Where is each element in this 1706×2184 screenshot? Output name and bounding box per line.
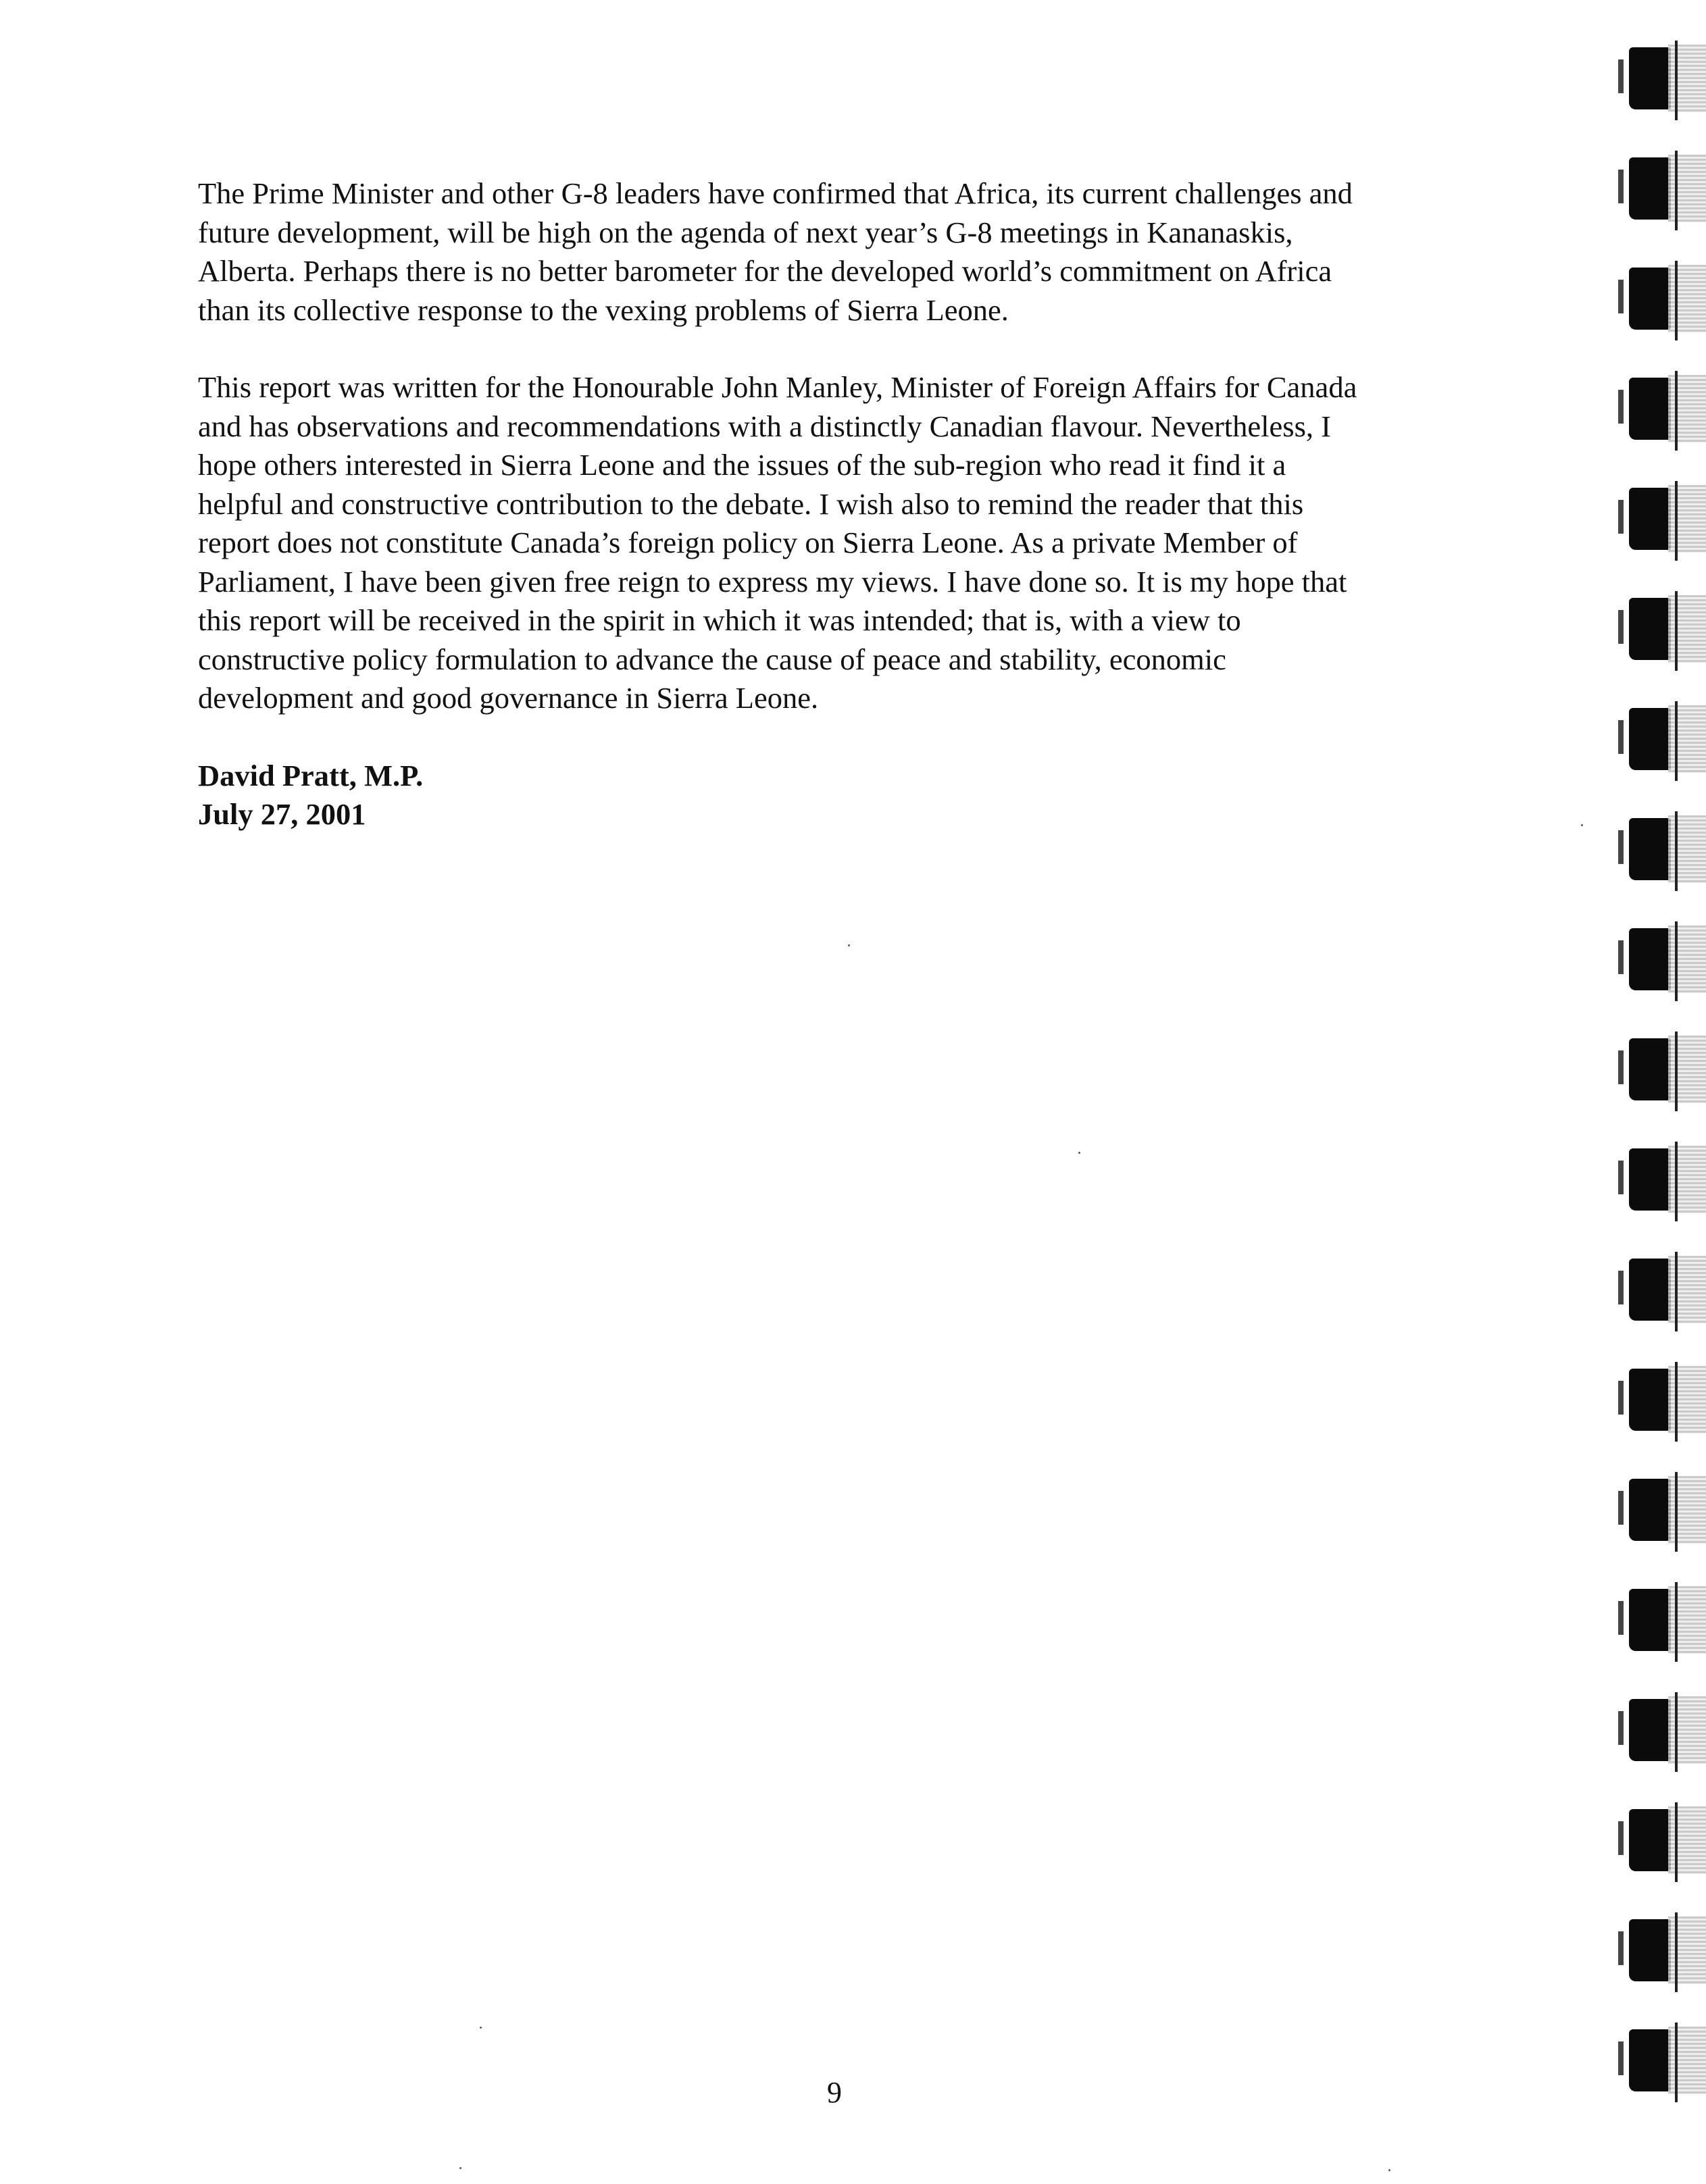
binding-coil-ring-edge bbox=[1668, 815, 1706, 883]
binding-coil bbox=[1611, 1802, 1706, 1883]
binding-coil-ring-edge bbox=[1668, 1806, 1706, 1874]
binding-coil-ring-line bbox=[1675, 41, 1678, 120]
scan-speck bbox=[1078, 1152, 1080, 1154]
signature-block bbox=[198, 757, 1536, 834]
binding-coil bbox=[1611, 481, 1706, 562]
binding-coil bbox=[1611, 371, 1706, 452]
binding-coil-ring-line bbox=[1675, 371, 1678, 451]
text-line: development and good governance in Sierra Leone. bbox=[198, 681, 819, 715]
text-line: report does not constitute Canada’s foreign policy on Sierra Leone. As a private Member of bbox=[198, 526, 1298, 559]
binding-coil-ring-edge bbox=[1668, 1476, 1706, 1544]
binding-coil-hole bbox=[1618, 500, 1624, 534]
binding-coil-ring bbox=[1629, 1479, 1671, 1541]
binding-coil-ring bbox=[1629, 1919, 1671, 1981]
text-line: and has observations and recommendations with a distinctly Canadian flavour. Nevertheless, I bbox=[198, 409, 1331, 443]
binding-coil-ring-line bbox=[1675, 701, 1678, 781]
binding-coil-hole bbox=[1618, 1271, 1624, 1304]
binding-coil-ring-line bbox=[1675, 1582, 1678, 1662]
binding-coil-ring-edge bbox=[1668, 1366, 1706, 1433]
binding-coil-hole bbox=[1618, 1381, 1624, 1415]
binding-coil-ring-edge bbox=[1668, 265, 1706, 332]
text-line: The Prime Minister and other G-8 leaders have confirmed that Africa, its current challenges and bbox=[198, 176, 1353, 210]
binding-coil-hole bbox=[1618, 830, 1624, 864]
scan-speck bbox=[1388, 2169, 1390, 2171]
binding-coil-ring-edge bbox=[1668, 925, 1706, 993]
binding-coil-ring bbox=[1629, 378, 1671, 440]
author-name: David Pratt, M.P. bbox=[198, 758, 424, 792]
binding-coil bbox=[1611, 1032, 1706, 1113]
binding-coil-hole bbox=[1618, 1601, 1624, 1635]
binding-coil-ring-line bbox=[1675, 2023, 1678, 2102]
binding-coil-ring-line bbox=[1675, 1142, 1678, 1221]
binding-coil-ring bbox=[1629, 1369, 1671, 1431]
binding-coil-ring bbox=[1629, 1038, 1671, 1100]
binding-coil bbox=[1611, 1362, 1706, 1443]
binding-coil-ring bbox=[1629, 47, 1671, 109]
binding-coil-ring-edge bbox=[1668, 705, 1706, 773]
binding-coil-ring-edge bbox=[1668, 1256, 1706, 1323]
binding-coil bbox=[1611, 591, 1706, 672]
binding-coil-hole bbox=[1618, 59, 1624, 93]
binding-coil-ring bbox=[1629, 1148, 1671, 1211]
binding-coil-ring bbox=[1629, 2029, 1671, 2091]
binding-coil-hole bbox=[1618, 720, 1624, 754]
binding-coil-ring-line bbox=[1675, 591, 1678, 671]
binding-coil-ring-line bbox=[1675, 1362, 1678, 1442]
scan-speck bbox=[1581, 824, 1583, 826]
binding-coil-ring-line bbox=[1675, 921, 1678, 1001]
text-line: hope others interested in Sierra Leone and the issues of the sub-region who read it find it a bbox=[198, 448, 1286, 482]
binding-coil-ring-line bbox=[1675, 261, 1678, 340]
text-line: Parliament, I have been given free reign to express my views. I have done so. It is my hope that bbox=[198, 564, 1347, 599]
paragraph-1 bbox=[198, 174, 1536, 330]
binding-coil-hole bbox=[1618, 1711, 1624, 1745]
text-line: than its collective response to the vexing problems of Sierra Leone. bbox=[198, 293, 1009, 327]
binding-coil bbox=[1611, 151, 1706, 232]
binding-coil bbox=[1611, 1912, 1706, 1993]
binding-coil-ring-line bbox=[1675, 1802, 1678, 1882]
binding-coil bbox=[1611, 811, 1706, 892]
binding-coil bbox=[1611, 2023, 1706, 2104]
binding-coil-ring-edge bbox=[1668, 595, 1706, 663]
binding-coil-ring bbox=[1629, 708, 1671, 770]
binding-coil-ring-line bbox=[1675, 811, 1678, 891]
page-number: 9 bbox=[827, 2076, 842, 2109]
spiral-binding bbox=[1611, 0, 1706, 2184]
signature-date: July 27, 2001 bbox=[198, 796, 366, 831]
binding-coil-ring-edge bbox=[1668, 1586, 1706, 1654]
binding-coil-ring bbox=[1629, 1259, 1671, 1321]
binding-coil-hole bbox=[1618, 1931, 1624, 1965]
binding-coil-ring bbox=[1629, 818, 1671, 880]
binding-coil-ring-line bbox=[1675, 1692, 1678, 1772]
text-line: constructive policy formulation to advance the cause of peace and stability, economic bbox=[198, 642, 1226, 676]
binding-coil-hole bbox=[1618, 1050, 1624, 1084]
binding-coil bbox=[1611, 1142, 1706, 1223]
binding-coil-ring-line bbox=[1675, 151, 1678, 230]
binding-coil-ring bbox=[1629, 598, 1671, 660]
binding-coil-hole bbox=[1618, 390, 1624, 424]
binding-coil-ring bbox=[1629, 928, 1671, 990]
binding-coil-ring-line bbox=[1675, 1032, 1678, 1111]
binding-coil-hole bbox=[1618, 2041, 1624, 2075]
binding-coil-ring-edge bbox=[1668, 1696, 1706, 1764]
binding-coil-hole bbox=[1618, 1161, 1624, 1194]
binding-coil-hole bbox=[1618, 280, 1624, 313]
binding-coil-ring-edge bbox=[1668, 1146, 1706, 1213]
binding-coil bbox=[1611, 701, 1706, 782]
text-line: this report will be received in the spirit in which it was intended; that is, with a view to bbox=[198, 603, 1241, 637]
text-line: Alberta. Perhaps there is no better barometer for the developed world’s commitment on Africa bbox=[198, 254, 1332, 288]
binding-coil-ring bbox=[1629, 1809, 1671, 1871]
binding-coil-ring bbox=[1629, 488, 1671, 550]
binding-coil-hole bbox=[1618, 1821, 1624, 1855]
paragraph-2 bbox=[198, 368, 1536, 718]
binding-coil-ring bbox=[1629, 268, 1671, 330]
binding-coil-ring-line bbox=[1675, 1252, 1678, 1331]
binding-coil-ring bbox=[1629, 1699, 1671, 1761]
scan-speck bbox=[480, 2027, 482, 2029]
binding-coil bbox=[1611, 921, 1706, 1002]
body-text bbox=[198, 174, 1536, 834]
text-line: This report was written for the Honourable John Manley, Minister of Foreign Affairs for Canada bbox=[198, 370, 1357, 404]
binding-coil-ring-edge bbox=[1668, 375, 1706, 442]
binding-coil-ring-edge bbox=[1668, 45, 1706, 112]
binding-coil bbox=[1611, 1582, 1706, 1663]
binding-coil bbox=[1611, 1252, 1706, 1333]
binding-coil-ring-line bbox=[1675, 481, 1678, 561]
binding-coil-ring bbox=[1629, 157, 1671, 220]
binding-coil bbox=[1611, 41, 1706, 122]
binding-coil-hole bbox=[1618, 1491, 1624, 1525]
binding-coil bbox=[1611, 1472, 1706, 1553]
text-line: future development, will be high on the agenda of next year’s G-8 meetings in Kananaskis, bbox=[198, 215, 1293, 249]
binding-coil-ring-edge bbox=[1668, 155, 1706, 222]
binding-coil bbox=[1611, 1692, 1706, 1773]
binding-coil-hole bbox=[1618, 940, 1624, 974]
binding-coil-ring-edge bbox=[1668, 1036, 1706, 1103]
binding-coil-ring bbox=[1629, 1589, 1671, 1651]
binding-coil-hole bbox=[1618, 170, 1624, 203]
binding-coil bbox=[1611, 261, 1706, 342]
scan-speck bbox=[848, 944, 850, 946]
binding-coil-ring-line bbox=[1675, 1912, 1678, 1992]
binding-coil-ring-edge bbox=[1668, 2027, 1706, 2094]
binding-coil-hole bbox=[1618, 610, 1624, 644]
binding-coil-ring-edge bbox=[1668, 1916, 1706, 1984]
scan-speck bbox=[459, 2167, 461, 2169]
text-line: helpful and constructive contribution to the debate. I wish also to remind the reader that this bbox=[198, 486, 1304, 521]
binding-coil-ring-edge bbox=[1668, 485, 1706, 553]
binding-coil-ring-line bbox=[1675, 1472, 1678, 1552]
